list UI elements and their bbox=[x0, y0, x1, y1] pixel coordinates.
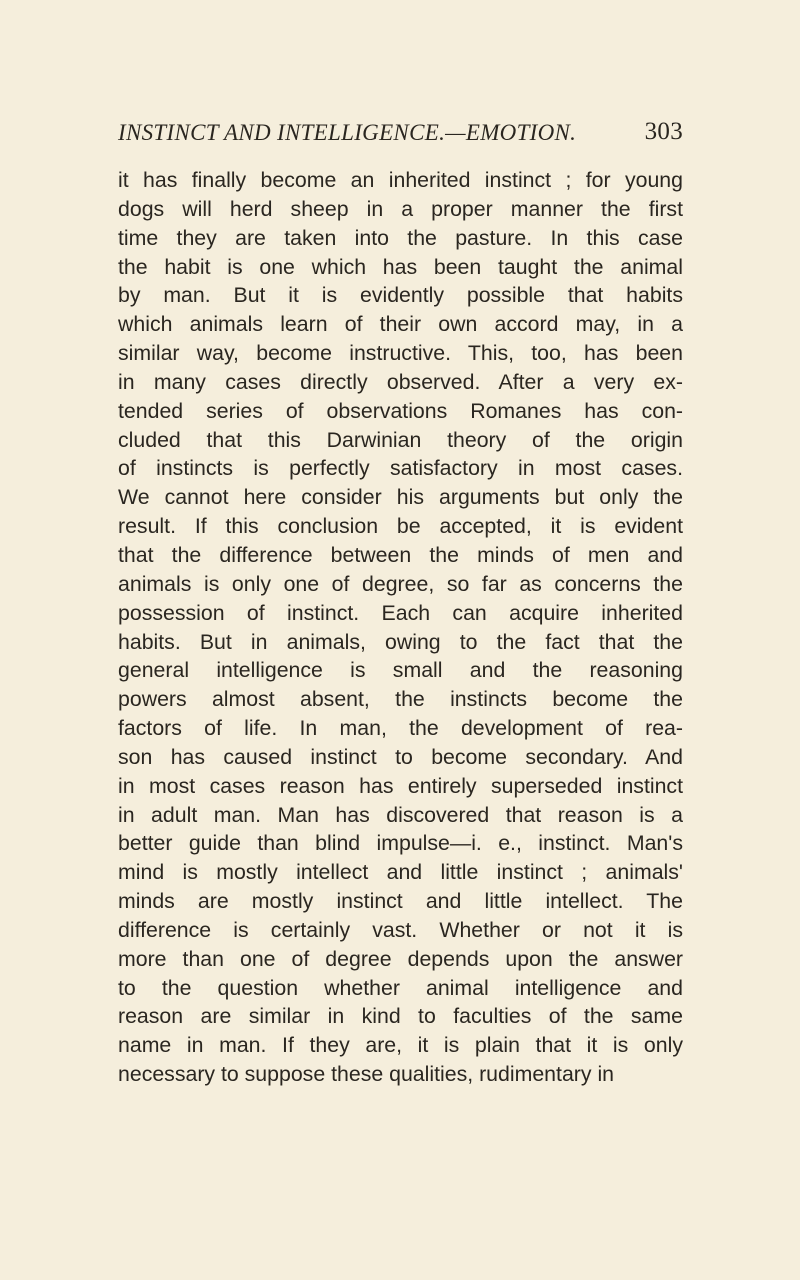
text-line: result. If this conclusion be accepted, it is evident bbox=[118, 514, 683, 539]
page-number: 303 bbox=[644, 118, 683, 145]
text-line: factors of life. In man, the development of rea- bbox=[118, 716, 683, 741]
text-line: powers almost absent, the instincts become the bbox=[118, 687, 683, 712]
text-line: in many cases directly observed. After a very ex- bbox=[118, 369, 683, 394]
text-line: better guide than blind impulse—i. e., instinct. Man's bbox=[118, 831, 683, 856]
text-line: habits. But in animals, owing to the fact that the bbox=[118, 629, 683, 654]
text-line: We cannot here consider his arguments but only the bbox=[118, 485, 683, 510]
text-line: general intelligence is small and the reasoning bbox=[118, 658, 683, 683]
text-line: mind is mostly intellect and little instinct ; animals' bbox=[118, 860, 683, 885]
text-line: in adult man. Man has discovered that reason is a bbox=[118, 802, 683, 827]
text-line: of instincts is perfectly satisfactory in most cases. bbox=[118, 456, 683, 481]
text-line: which animals learn of their own accord may, in a bbox=[118, 312, 683, 337]
text-line: necessary to suppose these qualities, rudimentary in bbox=[118, 1062, 615, 1087]
text-line: to the question whether animal intelligence and bbox=[118, 975, 683, 1000]
text-line: that the difference between the minds of men and bbox=[118, 542, 683, 567]
text-line: by man. But it is evidently possible that habits bbox=[118, 283, 683, 308]
text-line: similar way, become instructive. This, too, has been bbox=[118, 341, 683, 366]
text-line: the habit is one which has been taught the animal bbox=[118, 254, 683, 279]
text-line: more than one of degree depends upon the answer bbox=[118, 946, 683, 971]
text-line: difference is certainly vast. Whether or not it is bbox=[118, 917, 683, 942]
running-title: INSTINCT AND INTELLIGENCE.—EMOTION. bbox=[118, 120, 577, 145]
text-line: time they are taken into the pasture. In this case bbox=[118, 225, 683, 250]
text-line: reason are similar in kind to faculties of the same bbox=[118, 1004, 683, 1029]
text-line: it has finally become an inherited instinct ; for young bbox=[118, 168, 683, 192]
text-line: minds are mostly instinct and little intellect. The bbox=[118, 889, 683, 914]
text-line: dogs will herd sheep in a proper manner the first bbox=[118, 196, 683, 221]
text-line: son has caused instinct to become secondary. And bbox=[118, 744, 683, 769]
body-text bbox=[118, 166, 683, 1089]
text-line: tended series of observations Romanes has con- bbox=[118, 398, 683, 423]
text-line: cluded that this Darwinian theory of the origin bbox=[118, 427, 683, 452]
running-head bbox=[118, 120, 683, 150]
text-line: in most cases reason has entirely superseded instinct bbox=[118, 773, 683, 798]
text-line: name in man. If they are, it is plain that it is only bbox=[118, 1033, 683, 1058]
text-line: possession of instinct. Each can acquire inherited bbox=[118, 600, 683, 625]
text-line: animals is only one of degree, so far as concerns the bbox=[118, 571, 683, 596]
